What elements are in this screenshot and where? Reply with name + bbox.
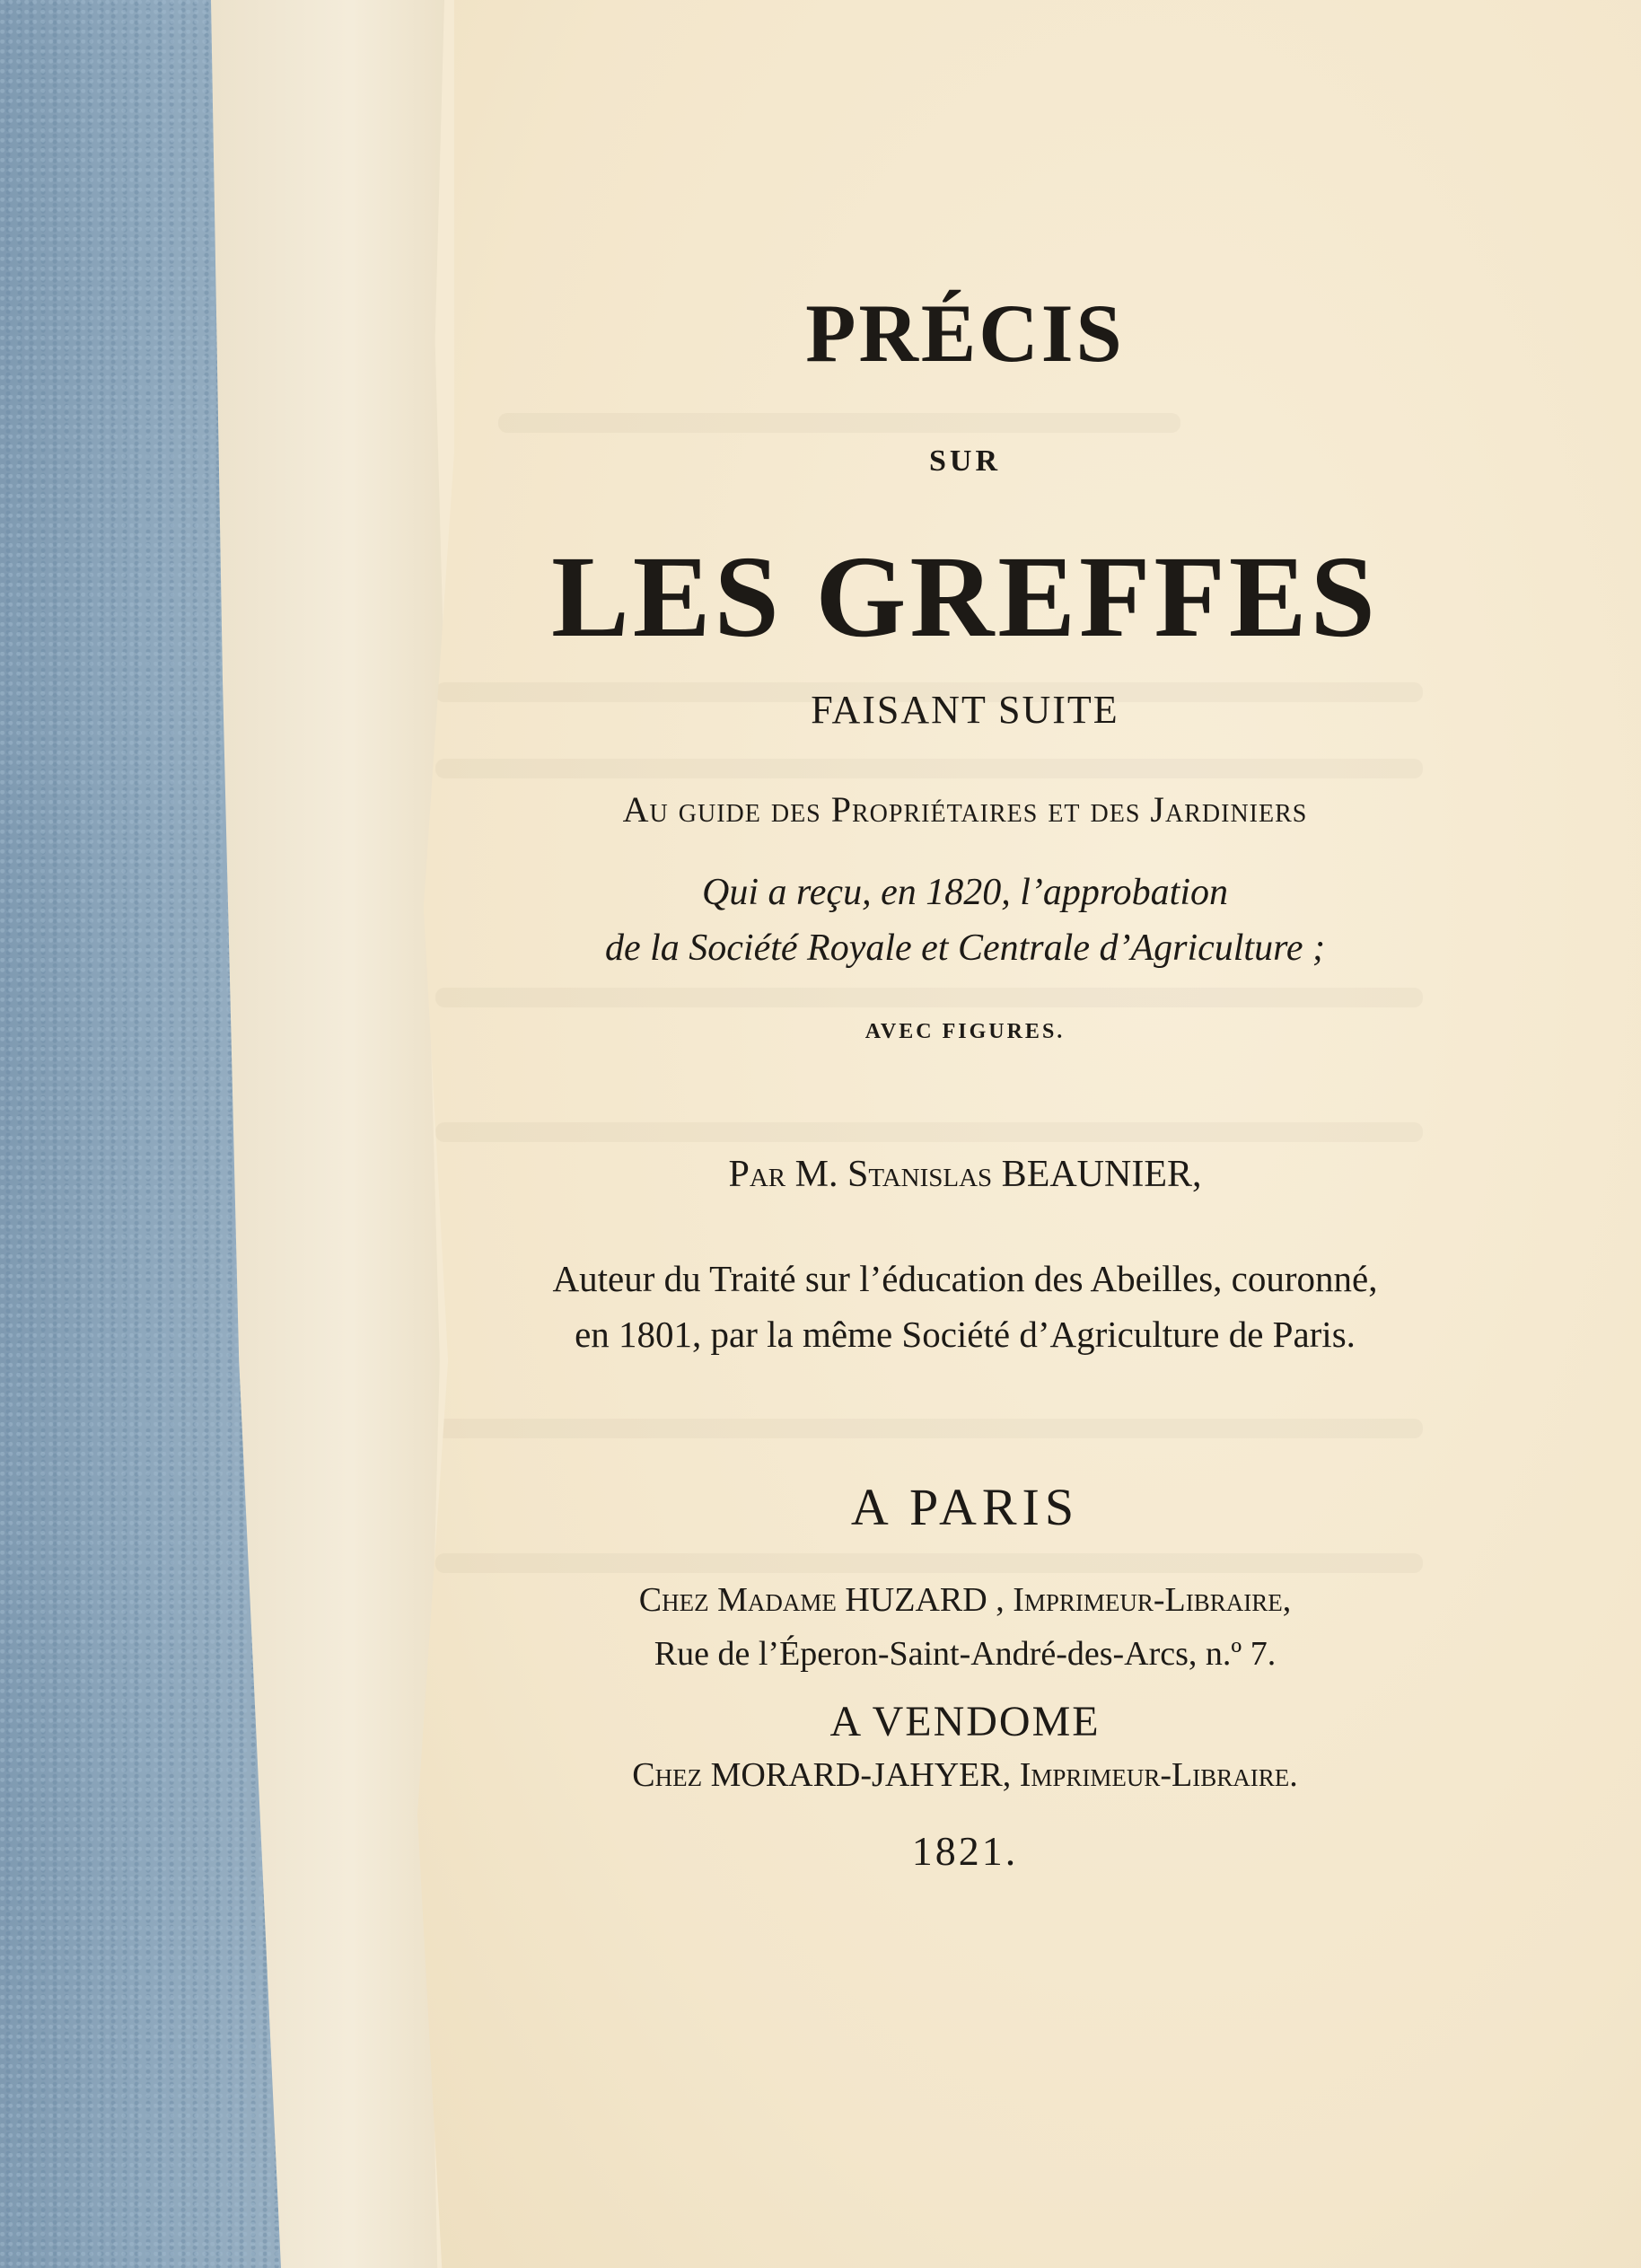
publisher-huzard-address: Rue de l’Éperon-Saint-André-des-Arcs, n.º 7. — [654, 1635, 1277, 1673]
title-les-greffes: LES GREFFES — [551, 532, 1379, 662]
publisher-morard-jahyer: Chez MORARD-JAHYER, Imprimeur-Libraire. — [632, 1756, 1298, 1794]
show-through-text — [435, 1122, 1423, 1142]
title-precis: PRÉCIS — [805, 287, 1125, 379]
imprint-place-paris: A PARIS — [850, 1478, 1080, 1536]
author-line: Par M. Stanislas BEAUNIER, — [728, 1154, 1202, 1195]
show-through-text — [435, 1553, 1423, 1573]
subtitle-guide: Au guide des Propriétaires et des Jardiniers — [622, 789, 1308, 830]
show-through-text — [435, 988, 1423, 1007]
author-note-line-1: Auteur du Traité sur l’éducation des Abeilles, couronné, — [552, 1258, 1378, 1299]
show-through-text — [435, 759, 1423, 778]
show-through-text — [435, 1419, 1423, 1438]
subtitle-faisant-suite: FAISANT SUITE — [811, 688, 1119, 732]
author-note-line-2: en 1801, par la même Société d’Agriculture de Paris. — [575, 1314, 1356, 1355]
imprint-place-vendome: A VENDOME — [829, 1698, 1101, 1745]
title-sur: SUR — [928, 444, 1002, 478]
approbation-line-2: de la Société Royale et Centrale d’Agriculture ; — [604, 927, 1326, 969]
show-through-text — [498, 413, 1180, 433]
publication-year: 1821. — [911, 1828, 1019, 1874]
avec-figures: AVEC FIGURES. — [864, 1020, 1066, 1043]
approbation-line-1: Qui a reçu, en 1820, l’approbation — [702, 872, 1228, 913]
publisher-huzard: Chez Madame HUZARD , Imprimeur-Libraire, — [638, 1581, 1292, 1619]
